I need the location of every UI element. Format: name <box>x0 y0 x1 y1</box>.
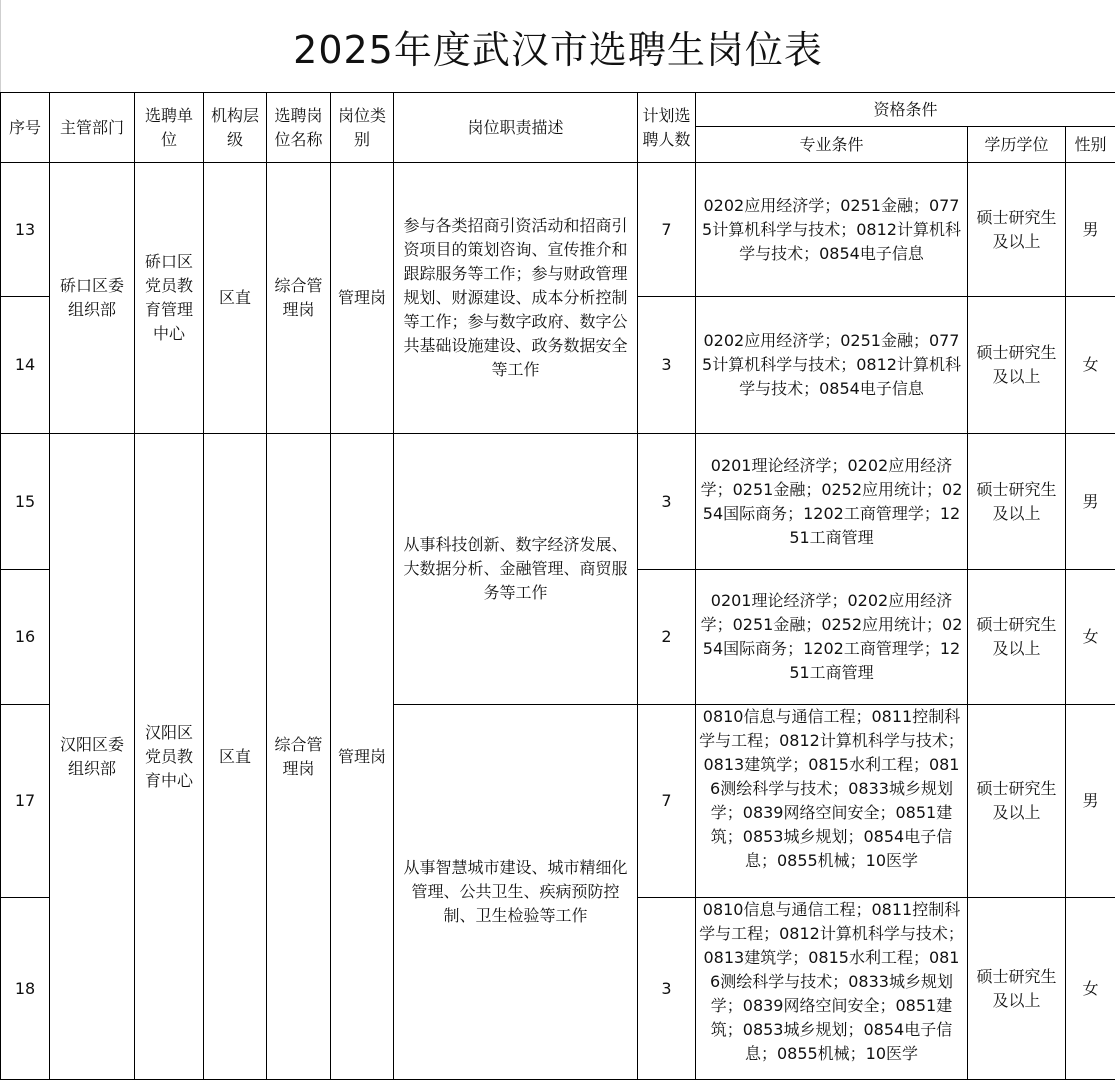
major-cell <box>696 705 968 898</box>
header-post-name: 选聘岗位名称 <box>267 93 331 163</box>
major-cell: 0202应用经济学；0251金融；0775计算机科学与技术；0812计算机科学与技术；0854电子信息 <box>696 163 968 297</box>
count-cell: 2 <box>638 570 696 705</box>
seq-cell: 15 <box>1 434 50 570</box>
post-type-cell: 管理岗 <box>331 434 394 1080</box>
seq-cell: 18 <box>1 898 50 1080</box>
count-cell: 3 <box>638 898 696 1080</box>
degree-cell: 硕士研究生及以上 <box>968 434 1066 570</box>
major-text: 0810信息与通信工程；0811控制科学与工程；0812计算机科学与技术；0813建筑学；0815水利工程；0816测绘科学与技术；0833城乡规划学；0839网络空间安全；0851建筑；0853城乡规划；0854电子信息；0855机械；10医学 <box>699 900 964 1063</box>
header-post-type: 岗位类别 <box>331 93 394 163</box>
unit-cell: 汉阳区党员教育中心 <box>135 434 204 1080</box>
header-level: 机构层级 <box>204 93 267 163</box>
gender-cell: 女 <box>1066 297 1115 434</box>
header-duty: 岗位职责描述 <box>394 93 638 163</box>
dept-cell: 硚口区委组织部 <box>50 163 135 434</box>
level-cell: 区直 <box>204 434 267 1080</box>
degree-cell: 硕士研究生及以上 <box>968 297 1066 434</box>
header-dept: 主管部门 <box>50 93 135 163</box>
header-gender: 性别 <box>1066 127 1115 163</box>
positions-table <box>0 92 1115 1080</box>
major-cell: 0201理论经济学；0202应用经济学；0251金融；0252应用统计；0254国际商务；1202工商管理学；1251工商管理 <box>696 434 968 570</box>
seq-cell: 16 <box>1 570 50 705</box>
degree-cell: 硕士研究生及以上 <box>968 163 1066 297</box>
major-text: 0810信息与通信工程；0811控制科学与工程；0812计算机科学与技术；0813建筑学；0815水利工程；0816测绘科学与技术；0833城乡规划学；0839网络空间安全；0851建筑；0853城乡规划；0854电子信息；0855机械；10医学 <box>699 707 964 870</box>
table-row <box>1 163 1115 297</box>
gender-cell: 女 <box>1066 570 1115 705</box>
header-degree: 学历学位 <box>968 127 1066 163</box>
seq-cell: 14 <box>1 297 50 434</box>
major-cell: 0202应用经济学；0251金融；0775计算机科学与技术；0812计算机科学与技术；0854电子信息 <box>696 297 968 434</box>
gender-cell: 男 <box>1066 705 1115 898</box>
count-cell: 7 <box>638 705 696 898</box>
duty-cell: 从事科技创新、数字经济发展、大数据分析、金融管理、商贸服务等工作 <box>394 434 638 705</box>
major-cell: 0201理论经济学；0202应用经济学；0251金融；0252应用统计；0254国际商务；1202工商管理学；1251工商管理 <box>696 570 968 705</box>
post-name-cell: 综合管理岗 <box>267 163 331 434</box>
duty-cell: 从事智慧城市建设、城市精细化管理、公共卫生、疾病预防控制、卫生检验等工作 <box>394 705 638 1080</box>
seq-cell: 13 <box>1 163 50 297</box>
seq-cell: 17 <box>1 705 50 898</box>
gender-cell: 女 <box>1066 898 1115 1080</box>
header-count: 计划选聘人数 <box>638 93 696 163</box>
degree-cell: 硕士研究生及以上 <box>968 570 1066 705</box>
header-seq: 序号 <box>1 93 50 163</box>
header-unit: 选聘单位 <box>135 93 204 163</box>
level-cell: 区直 <box>204 163 267 434</box>
count-cell: 3 <box>638 434 696 570</box>
unit-cell: 硚口区党员教育管理中心 <box>135 163 204 434</box>
dept-cell: 汉阳区委组织部 <box>50 434 135 1080</box>
post-type-cell: 管理岗 <box>331 163 394 434</box>
degree-cell: 硕士研究生及以上 <box>968 898 1066 1080</box>
count-cell: 3 <box>638 297 696 434</box>
table-row <box>1 434 1115 570</box>
gender-cell: 男 <box>1066 434 1115 570</box>
header-qualification: 资格条件 <box>696 93 1115 127</box>
page-title: 2025年度武汉市选聘生岗位表 <box>0 0 1115 92</box>
duty-cell: 参与各类招商引资活动和招商引资项目的策划咨询、宣传推介和跟踪服务等工作；参与财政管理规划、财源建设、成本分析控制等工作；参与数字政府、数字公共基础设施建设、政务数据安全等工作 <box>394 163 638 434</box>
header-major: 专业条件 <box>696 127 968 163</box>
gender-cell: 男 <box>1066 163 1115 297</box>
post-name-cell: 综合管理岗 <box>267 434 331 1080</box>
header-row <box>1 93 1115 127</box>
degree-cell: 硕士研究生及以上 <box>968 705 1066 898</box>
count-cell: 7 <box>638 163 696 297</box>
major-cell <box>696 898 968 1080</box>
